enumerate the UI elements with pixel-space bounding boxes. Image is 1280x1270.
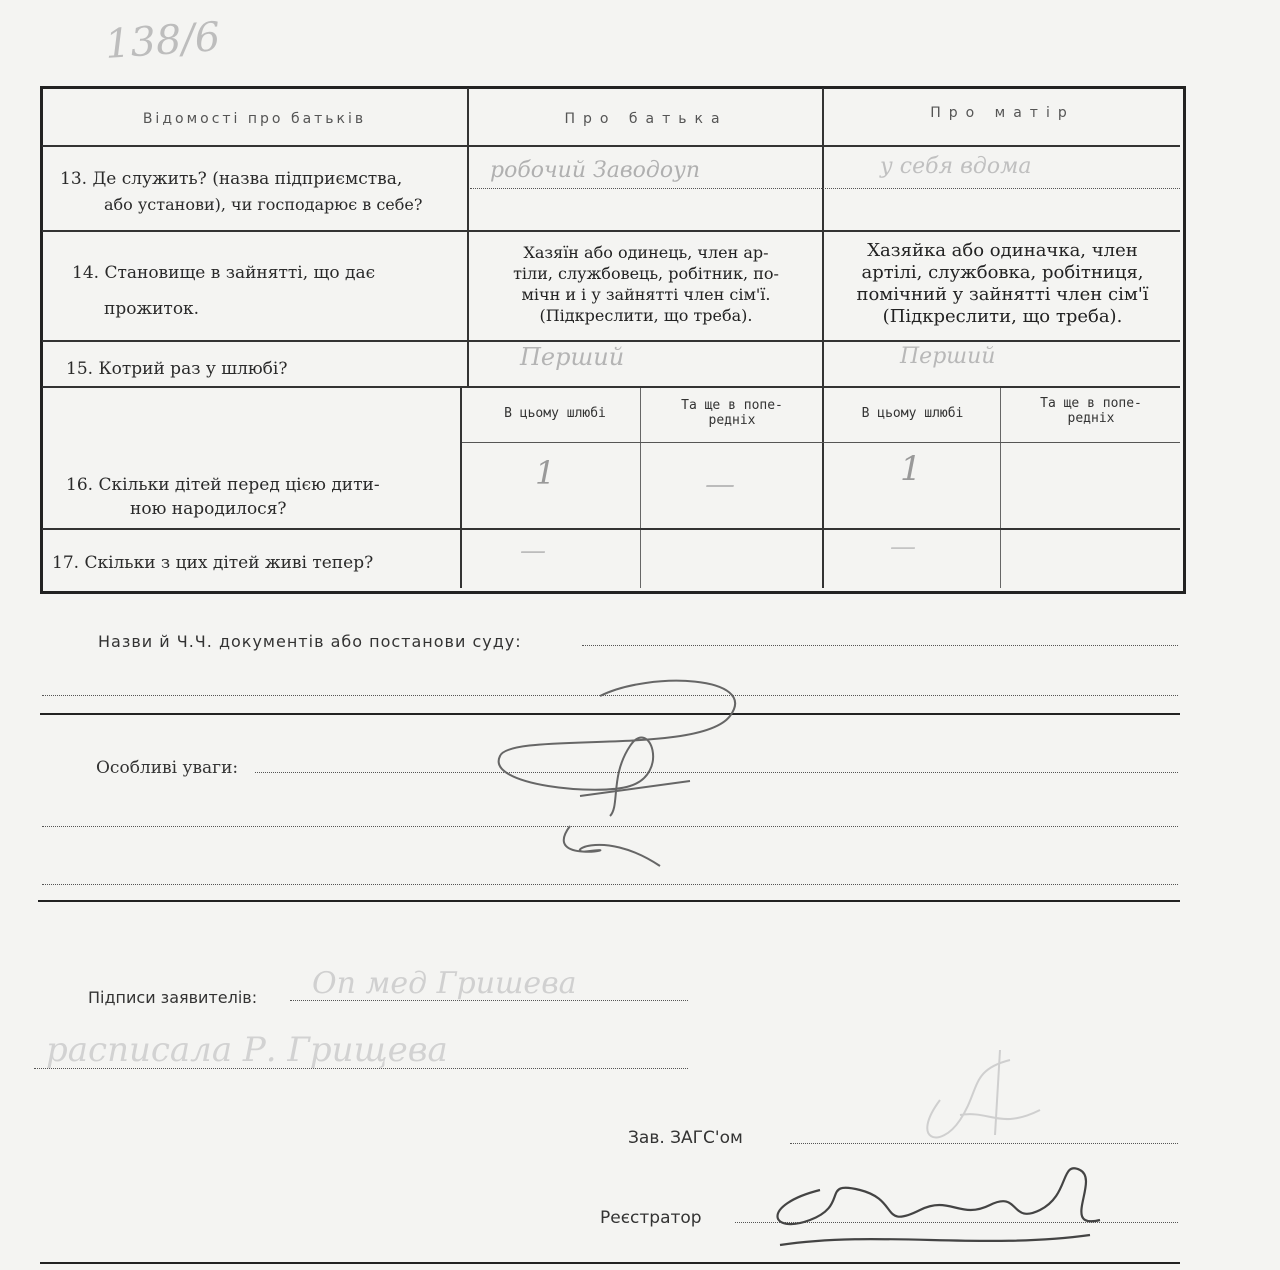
subheader-father-previous (642, 398, 822, 428)
row14-father-line: (Підкреслити, що треба). (539, 306, 753, 325)
row14-mother-line: артілі, службовка, робітниця, (861, 262, 1144, 283)
row16-mother-this-value: 1 (900, 449, 922, 489)
subheader-mother-this: В цьому шлюбі (861, 406, 964, 421)
row14-mother-line: помічний у зайнятті член сім'ї (856, 284, 1149, 305)
subheader-line: редніх (1067, 411, 1115, 426)
header-mother: Про матір (930, 105, 1075, 121)
header-rule (42, 145, 1180, 147)
documents-label: Назви й Ч.Ч. документів або постанови суду: (98, 632, 522, 651)
row13-label-line1: 13. Де служить? (назва підприємства, (60, 169, 403, 189)
applicants-label: Підписи заявителів: (88, 988, 258, 1007)
row15-father-value: Перший (520, 343, 625, 371)
row14-label-line1: 14. Становище в зайнятті, що дає (72, 263, 376, 283)
row16-rule (42, 528, 1180, 530)
row14-father-line: тіли, службовець, робітник, по- (513, 264, 779, 283)
header-parents-info: Відомості про батьків (142, 111, 367, 127)
col-divider-mother-sub (1000, 388, 1001, 588)
row14-mother-line: (Підкреслити, що треба). (882, 306, 1123, 327)
subheader-mother-previous (1002, 396, 1180, 426)
row13-mother-value: у себя вдома (880, 154, 1032, 179)
remarks-section-rule (38, 900, 1180, 902)
row16-father-this-value: 1 (535, 454, 556, 492)
row14-father-line: мічн и і у зайнятті член сім'ї. (521, 285, 771, 304)
row13-rule (42, 230, 1180, 232)
documents-field-line1 (582, 645, 1178, 646)
col-divider-father-sub (640, 388, 641, 588)
row16-label-line1: 16. Скільки дітей перед цією дити- (66, 475, 380, 495)
applicant-signature-1: Оп мед Гришева (312, 966, 577, 1001)
cancellation-flourish (480, 676, 760, 886)
row14-mother-line: Хазяйка або одиначка, член (867, 240, 1138, 261)
head-label: Зав. ЗАГС'ом (628, 1128, 743, 1148)
row16-father-prev-value: — (705, 467, 735, 502)
row17-label: 17. Скільки з цих дітей живі тепер? (52, 553, 374, 573)
row14-father-options (470, 242, 822, 326)
col-divider-1b (460, 388, 462, 588)
remarks-label: Особливі уваги: (96, 758, 239, 778)
registrar-signature (760, 1150, 1120, 1260)
row16-label-line2: ною народилося? (130, 499, 287, 519)
header-father: Про батька (564, 111, 728, 127)
subheader-line: редніх (708, 413, 756, 428)
bottom-rule (40, 1262, 1180, 1264)
row15-label: 15. Котрий раз у шлюбі? (66, 359, 288, 379)
col-divider-1 (467, 88, 469, 388)
row15-mother-value: Перший (900, 344, 996, 369)
row17-father-value: — (520, 536, 546, 566)
row13-label-line2: або установи), чи господарює в себе? (104, 195, 423, 214)
row14-mother-options (825, 240, 1180, 328)
subheader-father-this: В цьому шлюбі (504, 406, 606, 421)
row14-rule (42, 340, 1180, 342)
applicant-signature-2: расписала Р. Грищева (46, 1030, 448, 1070)
row13-father-value: робочий Заводоуп (490, 158, 701, 183)
applicant-line-1 (290, 1000, 688, 1001)
applicant-line-2 (34, 1068, 688, 1069)
head-signature (900, 1040, 1080, 1150)
row14-label-line2: прожиток. (104, 299, 200, 319)
subheader-line: Та ще в попе- (1040, 396, 1142, 411)
row17-mother-value: — (890, 532, 916, 562)
row14-father-line: Хазяїн або одинець, член ар- (523, 243, 769, 262)
registrar-label: Реєстратор (600, 1208, 702, 1228)
margin-note: 138/6 (103, 14, 222, 68)
row15-rule (42, 386, 1180, 388)
row13-inner-rule (470, 188, 1180, 189)
subheader-line: Та ще в попе- (681, 398, 783, 413)
subheader-rule (462, 442, 1180, 443)
col-divider-2 (822, 88, 824, 588)
